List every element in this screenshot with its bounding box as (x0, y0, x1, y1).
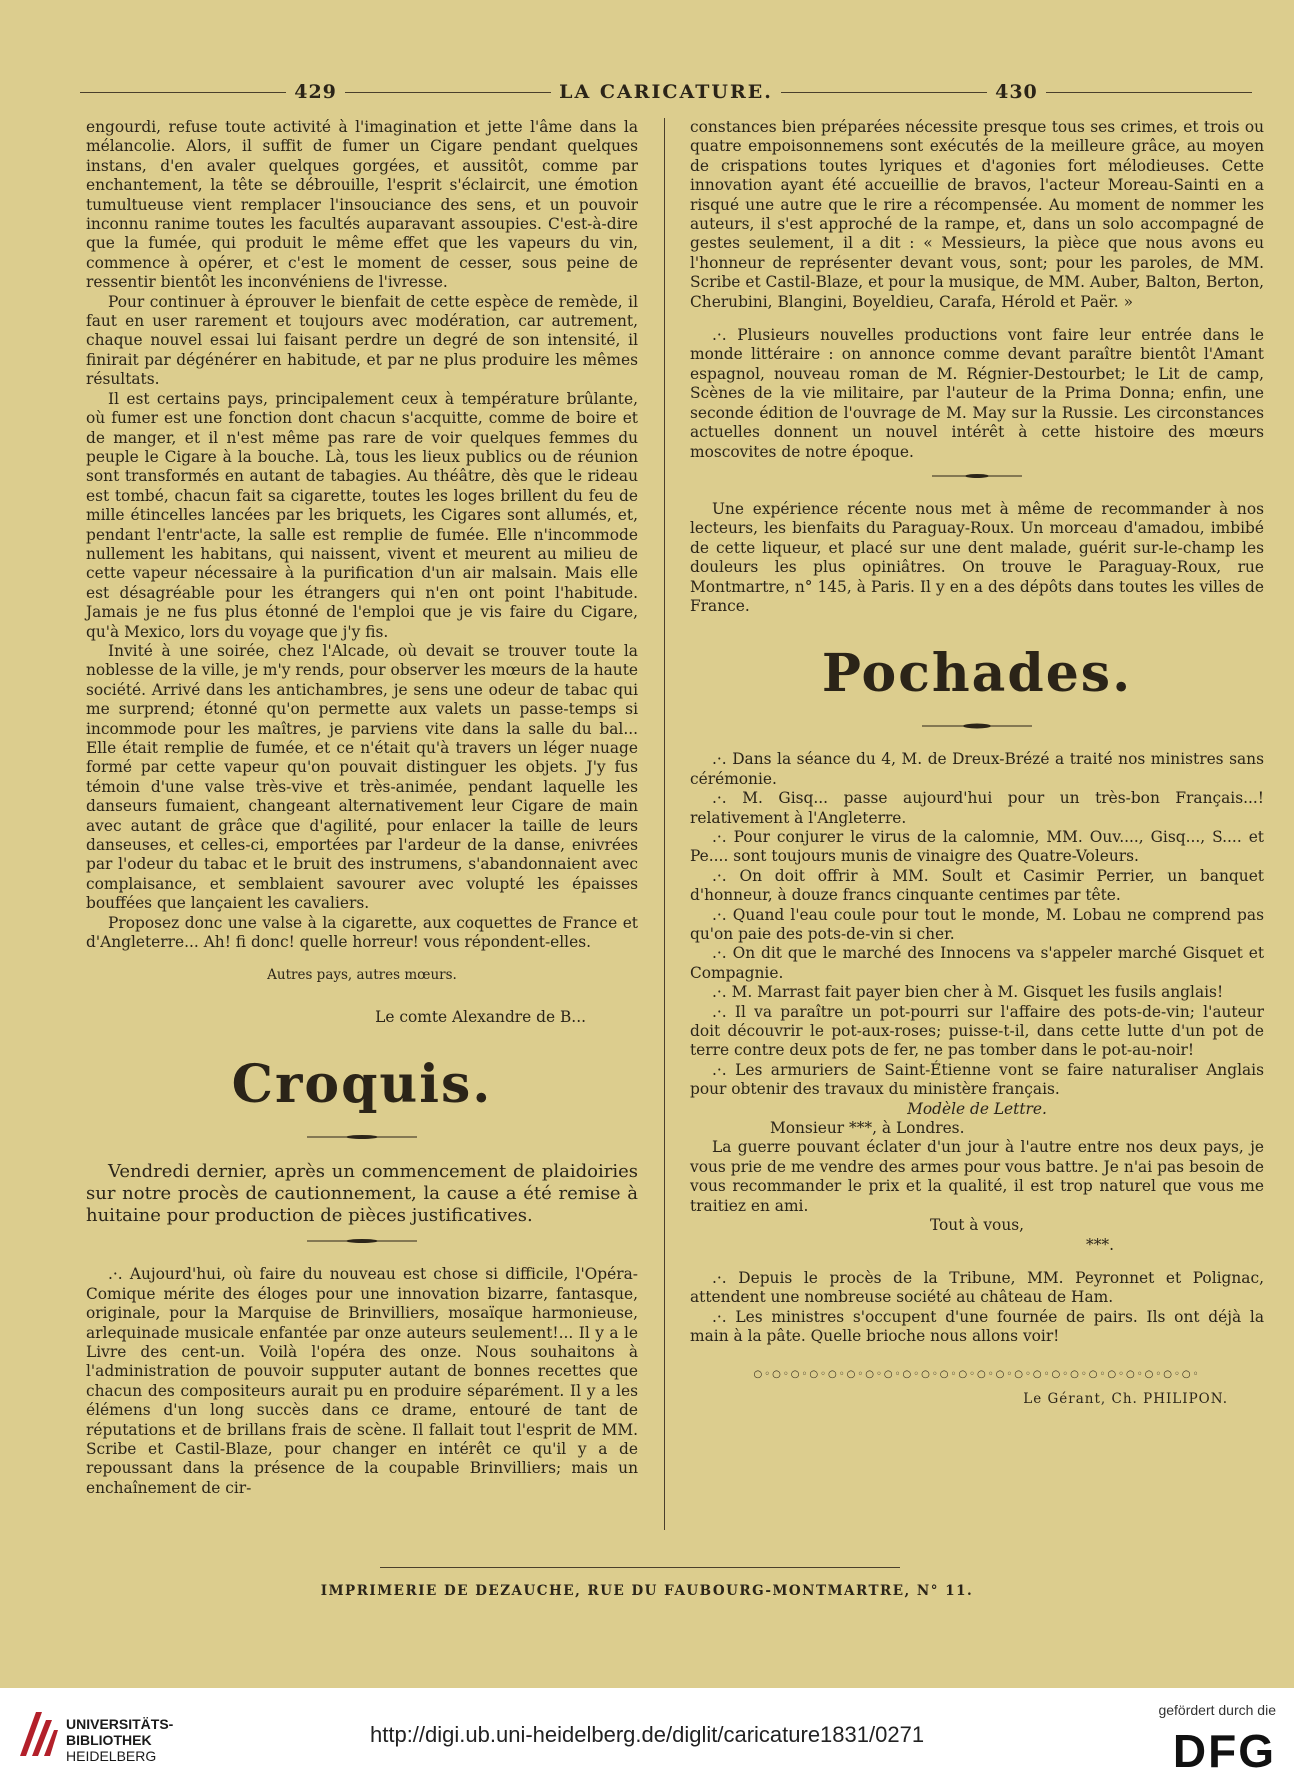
croquis-lead: Vendredi dernier, après un commencement de plaidoiries sur notre procès de cautionnement, la cause a été remise à huitaine pour production de pièces justificatives. (86, 1161, 638, 1227)
right-column (690, 118, 1264, 1409)
header-rule (345, 92, 551, 93)
pochade-item: .·. Les armuriers de Saint-Étienne vont se faire naturaliser Anglais pour obtenir des travaux du ministère français. (690, 1060, 1264, 1099)
ornament-divider (307, 1237, 417, 1245)
article-paragraph: .·. Aujourd'hui, où faire du nouveau est chose si difficile, l'Opéra-Comique mérite des éloges pour une innovation bizarre, fantasque, originale, pour la Marquise de Brinvilliers, mosaïque harmonieuse, arlequinade musicale enfantée par onze auteurs seulement!... Il y a le Livre des cent-un. Voilà l'opéra des onze. Nous souhaitons à l'administration de pouvoir supputer autant de bonnes recettes que chacun des compositeurs aurait pu en produire séparément. Il y a les élémens d'un long succès dans ce drame, entouré de tant de réputations et de brillans frais de scène. Il fallait tout l'esprit de MM. Scribe et Castil-Blaze, pour changer en intérêt ce qu'il y a de repoussant dans la présence de la coupable Brinvilliers; mais un enchaînement de cir- (86, 1265, 638, 1497)
imprint-rule (380, 1567, 900, 1568)
motto: Autres pays, autres mœurs. (267, 967, 457, 984)
article-paragraph: engourdi, refuse toute activité à l'imagination et jette l'âme dans la mélancolie. Alors, il suffit de fumer un Cigare pendant quelques instans, d'en avaler quelques gorgées, et aussitôt, comme par enchantement, la tête se débrouille, l'esprit s'éclaircit, une émotion tumultueuse vient remplacer l'insouciance des sens, et un pouvoir inconnu ranime toutes les facultés auparavant assoupies. C'est-à-dire que la fumée, qui produit le même effet que les vapeurs du vin, commence à opérer, et c'est le moment de cesser, sous peine de ressentir bientôt les inconvéniens de l'ivresse. (86, 118, 638, 292)
masthead-title: LA CARICATURE. (559, 81, 773, 103)
digitization-footer (0, 1688, 1294, 1781)
funding-label: gefördert durch die (1158, 1702, 1276, 1718)
pochade-item: .·. On doit offrir à MM. Soult et Casimir Perrier, un banquet d'honneur, à douze francs cinquante centimes par tête. (690, 866, 1264, 905)
letter-signature: ***. (1086, 1235, 1114, 1254)
article-signature: Le comte Alexandre de B... (375, 1007, 586, 1026)
letter-body: La guerre pouvant éclater d'un jour à l'autre entre nos deux pays, je vous prie de me vendre des armes pour vous battre. Je n'ai pas besoin de vous recommander le prix et la qualité, il est trop naturel que vous me traitiez en ami. (690, 1138, 1264, 1215)
page-number-right: 430 (995, 81, 1038, 103)
letter-close: Tout à vous, (929, 1216, 1025, 1235)
pochade-item: .·. Les ministres s'occupent d'une fournée de pairs. Ils ont déjà la main à la pâte. Quelle brioche nous allons voir! (690, 1307, 1264, 1346)
ornament-row: ○◦○◦○◦○◦○◦○◦○◦○◦○◦○◦○◦○◦○◦○◦○◦○◦○◦○◦○◦○◦○◦○◦○◦○◦ (753, 1368, 1201, 1380)
pochade-item: .·. Quand l'eau coule pour tout le monde, M. Lobau ne comprend pas qu'on paie des pots-de-vin si cher. (690, 905, 1264, 943)
pochade-item: .·. M. Marrast fait payer bien cher à M. Gisquet les fusils anglais! (712, 983, 1224, 1002)
letter-title: Modèle de Lettre. (907, 1099, 1047, 1118)
gerant-signature: Le Gérant, Ch. PHILIPON. (1023, 1390, 1228, 1407)
pochade-item: .·. On dit que le marché des Innocens va s'appeler marché Gisquet et Compagnie. (690, 944, 1264, 982)
column-divider (664, 118, 665, 1530)
printer-imprint: IMPRIMERIE DE DEZAUCHE, RUE DU FAUBOURG-MONTMARTRE, N° 11. (320, 1583, 974, 1599)
pochade-item: .·. Depuis le procès de la Tribune, MM. Peyronnet et Polignac, attendent une nombreuse société au château de Ham. (690, 1268, 1264, 1307)
article-paragraph: Invité à une soirée, chez l'Alcade, où devait se trouver toute la noblesse de la ville, je m'y rends, pour observer les mœurs de la haute société. Arrivé dans les antichambres, je sens une odeur de tabac qui me surprend; étonné qu'on permette aux valets un passe-temps si incommode pour les maîtres, je parviens vite dans la salle du bal... Elle était remplie de fumée, et ce n'était qu'à travers un léger nuage formé par cette vapeur qu'on pouvait distinguer les objets. J'y fus témoin d'une valse très-vive et très-animée, pendant laquelle les danseurs fumaient, changeant alternativement leur Cigare de main avec autant de grâce que d'agilité, pour enlacer la taille de leurs danseuses, et celles-ci, emportées par l'ardeur de la danse, enivrées par l'odeur du tabac et le bruit des instrumens, s'abandonnaient avec complaisance, et semblaient savourer avec volupté les épaisses bouffées que lançaient les cavaliers. (86, 641, 638, 913)
pochade-item: .·. M. Gisq... passe aujourd'hui pour un très-bon Français...! relativement à l'Angleterre. (690, 789, 1264, 827)
section-title-pochades: Pochades. (821, 643, 1133, 705)
pochade-item: .·. Pour conjurer le virus de la calomnie, MM. Ouv...., Gisq..., S.... et Pe.... sont toujours munis de vinaigre des Quatre-Voleurs. (690, 827, 1264, 866)
article-paragraph: Proposez donc une valse à la cigarette, aux coquettes de France et d'Angleterre... Ah! fi donc! quelle horreur! vous répondent-elles. (86, 913, 638, 952)
header-rule (1046, 92, 1252, 93)
ornament-divider (922, 722, 1032, 730)
advertisement: Une expérience récente nous met à même de recommander à nos lecteurs, les bienfaits du Paraguay-Roux. Un morceau d'amadou, imbibé de cette liqueur, et placé sur une dent malade, guérit sur-le-champ les douleurs les plus opiniâtres. On trouve le Paraguay-Roux, rue Montmartre, n° 145, à Paris. Il y en a des dépôts dans toutes les villes de France. (690, 499, 1264, 615)
article-paragraph: Il est certains pays, principalement ceux à température brûlante, où fumer est une fonction dont chacun s'acquitte, comme de boire et de manger, et il n'est même pas rare de voir quelques femmes du peuple le Cigare à la bouche. Là, tous les lieux publics ou de réunion sont transformés en autant de tabagies. Au théâtre, dès que le rideau est tombé, chacun fait sa cigarette, toutes les loges brillent du feu de mille étincelles lancées par les briquets, les Cigares sont allumés, et, pendant l'entr'acte, la salle est remplie de fumée. Elle n'incommode nullement les habitans, qui naissent, vivent et meurent au milieu de cette vapeur nécessaire à la purification d'un air malsain. Mais elle est désagréable pour les étrangers qui n'en ont point l'habitude. Jamais je ne fus plus étonné de l'emploi que je vis faire du Cigare, qu'à Mexico, lors du voyage que j'y fis. (86, 389, 638, 641)
pochade-item: .·. Dans la séance du 4, M. de Dreux-Brézé a traité nos ministres sans cérémonie. (690, 750, 1264, 788)
article-paragraph: .·. Plusieurs nouvelles productions vont faire leur entrée dans le monde littéraire : on annonce comme devant paraître bientôt l'Amant espagnol, nouveau roman de M. Régnier-Destourbet; le Lit de camp, Scènes de la vie militaire, par l'auteur de la Prima Donna; enfin, une seconde édition de l'ouvrage de M. May sur la Russie. Les circonstances actuelles donnent un nouvel intérêt à cette histoire des mœurs moscovites de notre époque. (690, 326, 1264, 461)
dfg-logo: DFG (1172, 1725, 1276, 1777)
page-number-left: 429 (294, 81, 337, 103)
left-column (86, 118, 638, 1498)
library-name-line: UNIVERSITÄTS- (66, 1716, 174, 1732)
section-title-croquis: Croquis. (231, 1054, 493, 1116)
ornament-divider (932, 472, 1022, 480)
university-library-logo-icon (16, 1706, 60, 1762)
library-name-line: BIBLIOTHEK (66, 1732, 152, 1748)
library-name (66, 1716, 173, 1764)
header-rule (781, 92, 987, 93)
header-rule (80, 92, 286, 93)
letter-salutation: Monsieur ***, à Londres. (770, 1119, 965, 1138)
library-name-line: HEIDELBERG (66, 1748, 157, 1764)
article-paragraph: Pour continuer à éprouver le bienfait de cette espèce de remède, il faut en user rarement et toujours avec modération, car autrement, chaque nouvel essai lui faisant perdre un degré de son intensité, il finirait par dégénérer en habitude, et par ne plus produire les mêmes résultats. (86, 292, 638, 389)
ornament-divider (307, 1133, 417, 1141)
article-paragraph: constances bien préparées nécessite presque tous ses crimes, et trois ou quatre empoisonnemens sont exécutés de la meilleure grâce, au moyen de crispations toutes lyriques et d'agonies fort mélodieuses. Cette innovation ayant été accueillie de bravos, l'acteur Moreau-Sainti en a risqué une autre que le rire a récompensée. Au moment de nommer les auteurs, il s'est approché de la rampe, et, dans un solo accompagné de gestes seulement, il a dit : « Messieurs, la pièce que nous avons eu l'honneur de représenter devant vous, sont; pour les paroles, de MM. Scribe et Castil-Blaze, et pour la musique, de MM. Auber, Balton, Berton, Cherubini, Blangini, Boyeldieu, Carafa, Hérold et Paër. » (690, 118, 1264, 311)
page-header (72, 80, 1260, 104)
source-url-link[interactable]: http://digi.ub.uni-heidelberg.de/diglit/caricature1831/0271 (370, 1722, 925, 1747)
pochade-item: .·. Il va paraître un pot-pourri sur l'affaire des pots-de-vin; l'auteur doit découvrir le pot-aux-roses; puisse-t-il, dans cette lutte d'un pot de terre contre deux pots de fer, ne pas tomber dans le pot-au-noir! (690, 1002, 1264, 1060)
